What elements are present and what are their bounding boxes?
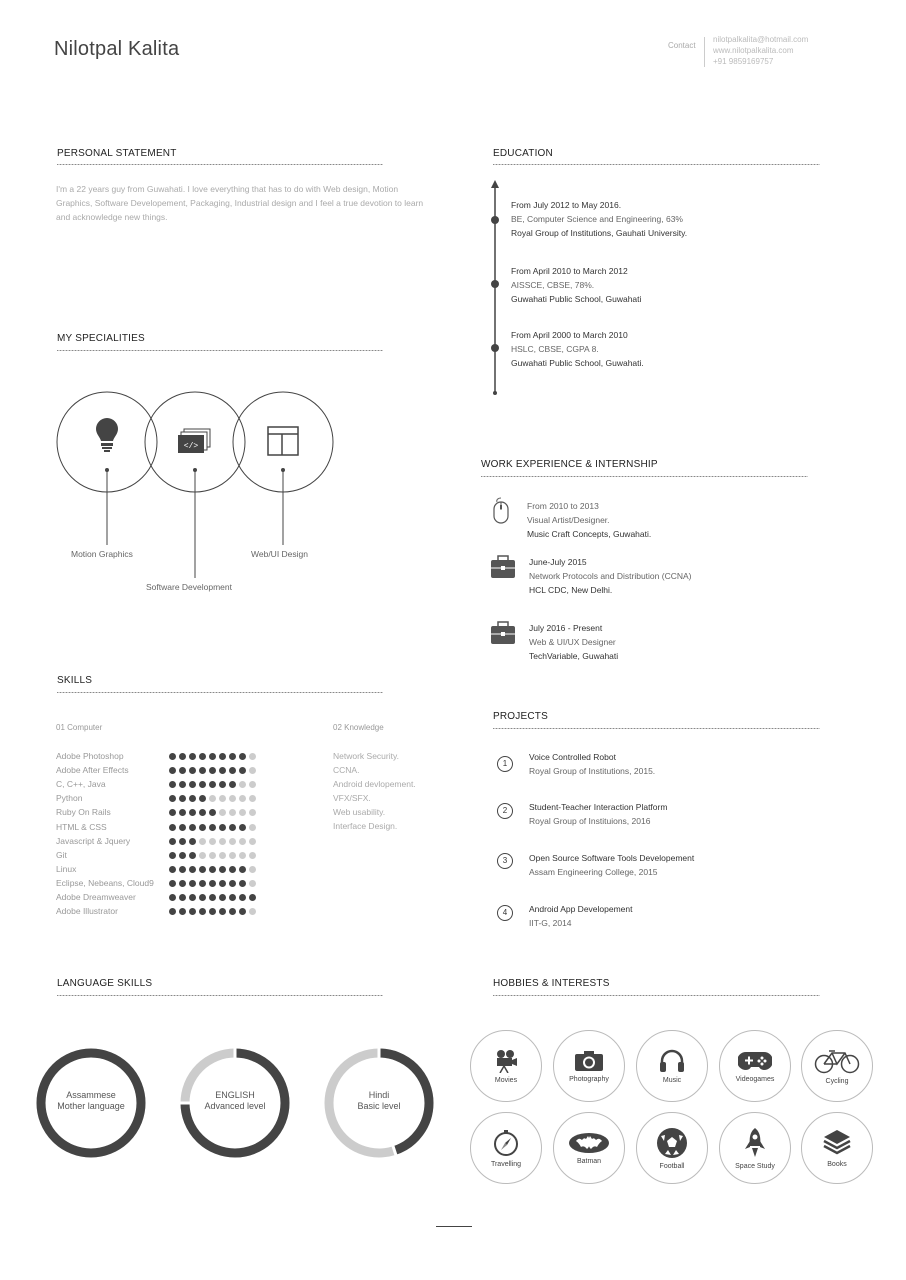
knowledge-item: VFX/SFX. [333,793,371,804]
section-rule [57,164,383,165]
rating-dot [249,795,256,802]
rating-dot [249,809,256,816]
skill-row [56,904,259,918]
work-entry [529,621,618,663]
section-rule [493,995,820,996]
section-rule [493,164,820,165]
contact-phone: +91 9859169757 [713,57,774,66]
hobby-label: Space Study [735,1162,775,1170]
rating-dot [249,838,256,845]
work-period: From 2010 to 2013 [527,501,599,511]
rating-dot [239,880,246,887]
speciality-label: Web/UI Design [251,549,309,559]
education-entry [511,198,687,240]
rating-dot [209,866,216,873]
svg-text:</>: </> [183,442,199,451]
section-rule [57,350,383,351]
rating-dot [229,767,236,774]
mouse-icon [488,496,514,526]
work-entry [527,499,651,541]
hobby-videogames [719,1030,791,1102]
contact-website[interactable]: www.nilotpalkalita.com [713,46,794,55]
skill-name: Javascript & Jquery [56,835,131,846]
section-rule [57,995,383,996]
rating-dot [219,852,226,859]
hobby-music [636,1030,708,1102]
rating-dot [219,824,226,831]
code-window-icon [178,429,210,453]
skill-name: Ruby On Rails [56,807,111,818]
hobby-cycling [801,1030,873,1102]
rating-dot [229,809,236,816]
rating-dot [179,852,186,859]
rating-dot [199,908,206,915]
rating-dot [219,880,226,887]
rating-dot [169,753,176,760]
rating-dot [169,795,176,802]
rating-dot [209,767,216,774]
education-institution: Guwahati Public School, Guwahati. [511,358,644,368]
rating-dot [239,824,246,831]
section-rule [57,692,383,693]
skill-name: Adobe After Effects [56,765,129,776]
project-name: Voice Controlled Robot [529,752,616,762]
education-period: From April 2000 to March 2010 [511,330,628,340]
rating-dot [199,809,206,816]
rating-dot [249,781,256,788]
skill-name: Adobe Dreamweaver [56,891,136,902]
rating-dot [209,908,216,915]
rating-dot [169,880,176,887]
project-number-badge: 2 [497,803,513,819]
work-entry [529,555,692,597]
rating-dot [209,838,216,845]
rating-dot [209,880,216,887]
rating-dot [239,894,246,901]
hobby-space-study [719,1112,791,1184]
speciality-label: Motion Graphics [71,549,133,559]
knowledge-item: CCNA. [333,765,360,776]
rating-dot [179,795,186,802]
project-org: Royal Group of Institutions, 2015. [529,766,656,776]
work-company: Music Craft Concepts, Guwahati. [527,529,652,539]
project-number-badge: 4 [497,905,513,921]
camera-icon [574,1050,604,1072]
rating-dot [169,894,176,901]
statement-line: Graphics, Software Developement, Packaging, Industrial design and I feel a true devotion to learn [56,198,424,208]
rating-dot [189,894,196,901]
skill-name: HTML & CSS [56,821,107,832]
computer-skills-header: 01 Computer [56,723,103,732]
language-level: Mother language [57,1101,125,1111]
contact-divider [704,37,705,67]
education-title: EDUCATION [493,148,553,159]
language-name: Hindi [368,1090,390,1100]
movie-camera-icon [493,1049,519,1073]
rating-dot [219,781,226,788]
rating-dot [169,866,176,873]
rating-dot [199,781,206,788]
rating-dot [179,753,186,760]
rating-dot [189,753,196,760]
lightbulb-icon [96,418,118,452]
language-skills-title: LANGUAGE SKILLS [57,978,153,989]
work-period: July 2016 - Present [529,623,603,633]
education-institution: Royal Group of Institutions, Gauhati University. [511,228,688,238]
rating-dot [199,866,206,873]
rating-dot [219,894,226,901]
page-footer-line [436,1226,472,1227]
rating-dot [249,852,256,859]
education-degree: AISSCE, CBSE, 78%. [511,280,595,290]
headphones-icon [659,1049,685,1073]
knowledge-header: 02 Knowledge [333,723,384,732]
rating-dot [189,824,196,831]
knowledge-item: Interface Design. [333,821,398,832]
hobby-football [636,1112,708,1184]
rating-dot [219,795,226,802]
rating-dot [219,767,226,774]
rating-dot [209,753,216,760]
rating-dot [239,809,246,816]
rating-dot [169,781,176,788]
personal-statement-title: PERSONAL STATEMENT [57,148,177,159]
rating-dot [189,767,196,774]
rating-dot [179,880,186,887]
skills-title: SKILLS [57,675,93,686]
rating-dot [199,824,206,831]
briefcase-icon [490,621,516,645]
rating-dot [189,781,196,788]
rating-dot [169,824,176,831]
skill-name: Python [56,793,83,804]
language-label [41,1090,141,1112]
language-level: Advanced level [204,1101,266,1111]
rating-dot [169,809,176,816]
project-number-badge: 3 [497,853,513,869]
rating-dot [189,866,196,873]
rating-dot [179,894,186,901]
project-name: Open Source Software Tools Developement [529,853,695,863]
skill-name: Git [56,849,67,860]
rating-dot [209,894,216,901]
knowledge-list [333,749,416,834]
rating-dot [249,908,256,915]
rating-dot [219,866,226,873]
rocket-icon [744,1127,766,1159]
statement-line: and acknowledge new things. [56,212,168,222]
rating-dot [239,852,246,859]
rating-dot [169,838,176,845]
work-title: WORK EXPERIENCE & INTERNSHIP [481,459,658,470]
project-name: Android App Developement [529,904,633,914]
candidate-name: Nilotpal Kalita [54,38,180,60]
work-role: Web & UI/UX Designer [529,637,616,647]
work-period: June-July 2015 [529,557,587,567]
hobby-label: Books [827,1160,847,1168]
rating-dot [199,838,206,845]
rating-dot [179,838,186,845]
project-entry [529,902,633,930]
specialities-title: MY SPECIALITIES [57,333,145,344]
rating-dot [199,753,206,760]
rating-dot [179,767,186,774]
rating-dot [239,908,246,915]
skill-name: Eclipse, Nebeans, Cloud9 [56,877,154,888]
hobby-label: Football [659,1162,685,1170]
computer-skills-list [56,749,259,918]
education-period: From April 2010 to March 2012 [511,266,628,276]
contact-email[interactable]: nilotpalkalita@hotmail.com [713,35,809,44]
rating-dot [169,908,176,915]
gamepad-icon [738,1050,772,1072]
rating-dot [179,781,186,788]
briefcase-icon [490,555,516,579]
work-company: HCL CDC, New Delhi. [529,585,613,595]
personal-statement-text [56,182,466,224]
language-name: Assammese [66,1090,116,1100]
rating-dot [189,908,196,915]
rating-dot [229,894,236,901]
rating-dot [229,753,236,760]
hobby-label: Videogames [735,1075,775,1083]
rating-dot [179,908,186,915]
language-level: Basic level [357,1101,401,1111]
rating-dot [169,767,176,774]
knowledge-item: Android devlopement. [333,779,416,790]
rating-dot [189,809,196,816]
project-entry [529,750,655,778]
rating-dot [199,795,206,802]
education-period: From July 2012 to May 2016. [511,200,622,210]
rating-dot [229,866,236,873]
skill-name: Adobe Illustrator [56,906,118,917]
project-org: IIT-G, 2014 [529,918,572,928]
project-number-badge: 1 [497,756,513,772]
education-timeline [488,180,502,398]
skill-name: C, C++, Java [56,779,106,790]
work-role: Visual Artist/Designer. [527,515,610,525]
rating-dot [239,838,246,845]
education-entry [511,328,644,370]
rating-dot [199,767,206,774]
skill-name: Linux [56,863,77,874]
rating-dot [189,838,196,845]
layout-icon [268,427,298,455]
contact-label: Contact [668,41,696,50]
project-entry [529,851,694,879]
education-entry [511,264,641,306]
rating-dot [229,880,236,887]
rating-dot [249,866,256,873]
rating-dot [209,852,216,859]
rating-dot [179,809,186,816]
section-rule [493,728,820,729]
project-name: Student-Teacher Interaction Platform [529,802,668,812]
speciality-label: Software Development [146,582,232,592]
hobby-label: Batman [576,1157,602,1165]
knowledge-item: Web usability. [333,807,386,818]
rating-dot [209,824,216,831]
bicycle-icon [814,1048,860,1074]
hobby-books [801,1112,873,1184]
hobby-label: Travelling [490,1160,522,1168]
rating-dot [169,852,176,859]
section-rule [481,476,808,477]
rating-dot [179,866,186,873]
hobby-label: Photography [569,1075,609,1083]
compass-icon [492,1129,520,1157]
education-institution: Guwahati Public School, Guwahati [511,294,642,304]
rating-dot [249,824,256,831]
rating-dot [239,795,246,802]
work-role: Network Protocols and Distribution (CCNA) [529,571,692,581]
rating-dot [249,894,256,901]
rating-dot [209,781,216,788]
education-degree: BE, Computer Science and Engineering, 63% [511,214,683,224]
hobby-batman [553,1112,625,1184]
rating-dot [179,824,186,831]
rating-dot [199,852,206,859]
rating-dot [229,838,236,845]
rating-dot [239,781,246,788]
specialities-diagram [50,385,340,600]
statement-line: I'm a 22 years guy from Guwahati. I love everything that has to do with Web design, Motion [56,184,399,194]
rating-dot [219,809,226,816]
rating-dot [249,753,256,760]
rating-dot [189,880,196,887]
hobby-movies [470,1030,542,1102]
rating-dot [199,880,206,887]
hobby-photography [553,1030,625,1102]
project-org: Assam Engineering College, 2015 [529,867,658,877]
rating-dot [189,852,196,859]
rating-dot [209,809,216,816]
project-org: Royal Group of Instituions, 2016 [529,816,651,826]
skill-name: Adobe Photoshop [56,751,124,762]
hobby-travelling [470,1112,542,1184]
rating-dot [229,781,236,788]
rating-dot [229,795,236,802]
rating-dot [199,894,206,901]
rating-dot [249,767,256,774]
rating-dot [189,795,196,802]
language-label [329,1090,429,1112]
rating-dot [229,852,236,859]
rating-dot [219,753,226,760]
knowledge-item: Network Security. [333,751,399,761]
project-entry [529,800,667,828]
rating-dot [239,767,246,774]
rating-dot [239,866,246,873]
hobby-label: Music [662,1076,682,1084]
books-icon [823,1129,851,1157]
language-name: ENGLISH [215,1090,255,1100]
rating-dot [209,795,216,802]
rating-dot [229,824,236,831]
rating-dot [239,753,246,760]
education-degree: HSLC, CBSE, CGPA 8. [511,344,599,354]
hobbies-title: HOBBIES & INTERESTS [493,978,610,989]
rating-dot [219,838,226,845]
rating-dot [229,908,236,915]
hobby-label: Movies [494,1076,518,1084]
hobby-label: Cycling [825,1077,849,1085]
football-icon [656,1127,688,1159]
batman-icon [568,1132,610,1154]
projects-title: PROJECTS [493,711,548,722]
skill-rating [169,902,259,920]
language-label [185,1090,285,1112]
rating-dot [219,908,226,915]
rating-dot [249,880,256,887]
work-company: TechVariable, Guwahati [529,651,619,661]
